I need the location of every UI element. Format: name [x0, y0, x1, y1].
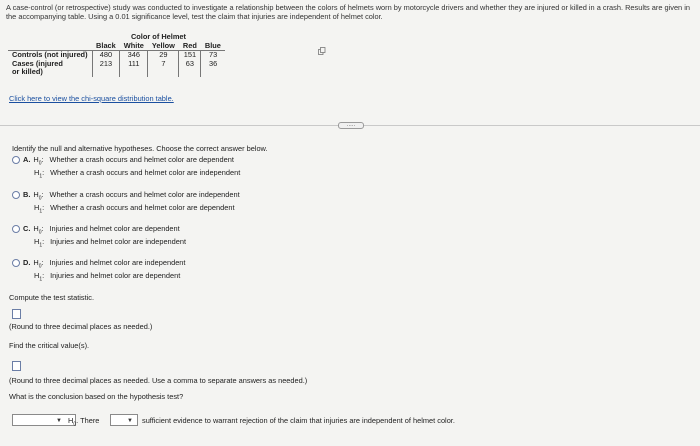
dropdown-arrow-icon: ▼: [56, 418, 62, 424]
radio-button[interactable]: [12, 225, 20, 233]
table-row: [8, 60, 225, 77]
table-cell: 213: [92, 60, 120, 77]
col-white: White: [120, 42, 148, 51]
table-cell: 151: [179, 51, 201, 60]
question-prompt: Identify the null and alternative hypotheses. Choose the correct answer below.: [12, 144, 268, 153]
table-group-header: Color of Helmet: [130, 32, 186, 41]
table-cell: 346: [120, 51, 148, 60]
col-red: Red: [179, 42, 201, 51]
row-label-cases: Cases (injured or killed): [12, 58, 63, 76]
test-statistic-input[interactable]: [12, 309, 21, 319]
expand-button[interactable]: .....: [338, 122, 364, 129]
chi-square-table-link[interactable]: Click here to view the chi-square distribution table.: [9, 94, 174, 103]
problem-intro: A case-control (or retrospective) study was conducted to investigate a relationship between the colors of helmets worn by motorcycle drivers and whether they are injured or killed in a crash. Results are given in the accompanying table. Using a 0.01 significance level, test the claim that injuries are independent of helmet color.: [6, 3, 690, 21]
round-note-comma: (Round to three decimal places as needed. Use a comma to separate answers as needed.): [9, 376, 308, 385]
table-cell: 480: [92, 51, 120, 60]
table-cell: 73: [201, 51, 225, 60]
table-cell: 7: [148, 60, 179, 77]
compute-label: Compute the test statistic.: [9, 293, 95, 302]
option-c[interactable]: C. $H_0$: Injuries and helmet color are dependent $H_1$: Injuries and helmet color are independent: [12, 224, 186, 251]
table-cell: 36: [201, 60, 225, 77]
radio-button[interactable]: [12, 191, 20, 199]
option-a[interactable]: A. $H_0$: Whether a crash occurs and helmet color are dependent $H_1$: Whether a crash occurs and helmet color are independent: [12, 155, 240, 182]
round-note: (Round to three decimal places as needed.): [9, 322, 153, 331]
option-b[interactable]: B. $H_0$: Whether a crash occurs and helmet color are independent $H_1$: Whether a crash occurs and helmet color are dependent: [12, 190, 240, 217]
radio-button[interactable]: [12, 156, 20, 164]
col-yellow: Yellow: [148, 42, 179, 51]
copy-table-icon[interactable]: [318, 47, 326, 57]
radio-button[interactable]: [12, 259, 20, 267]
table-cell: 29: [148, 51, 179, 60]
col-black: Black: [92, 42, 120, 51]
table-cell: 63: [179, 60, 201, 77]
reject-decision-dropdown[interactable]: ▼ $H_0$. There: [12, 414, 76, 426]
option-d[interactable]: D. $H_0$: Injuries and helmet color are independent $H_1$: Injuries and helmet color are dependent: [12, 258, 185, 285]
table-cell: 111: [120, 60, 148, 77]
conclusion-question: What is the conclusion based on the hypothesis test?: [9, 392, 184, 401]
conclusion-text: sufficient evidence to warrant rejection of the claim that injuries are independent of helmet color.: [142, 416, 455, 425]
critical-label: Find the critical value(s).: [9, 341, 90, 350]
evidence-dropdown[interactable]: [110, 414, 138, 426]
dropdown-arrow-icon: ▼: [127, 418, 133, 424]
col-blue: Blue: [201, 42, 225, 51]
helmet-data-table: [8, 33, 225, 77]
critical-value-input[interactable]: [12, 361, 21, 371]
row-label-controls: Controls (not injured): [12, 50, 88, 59]
